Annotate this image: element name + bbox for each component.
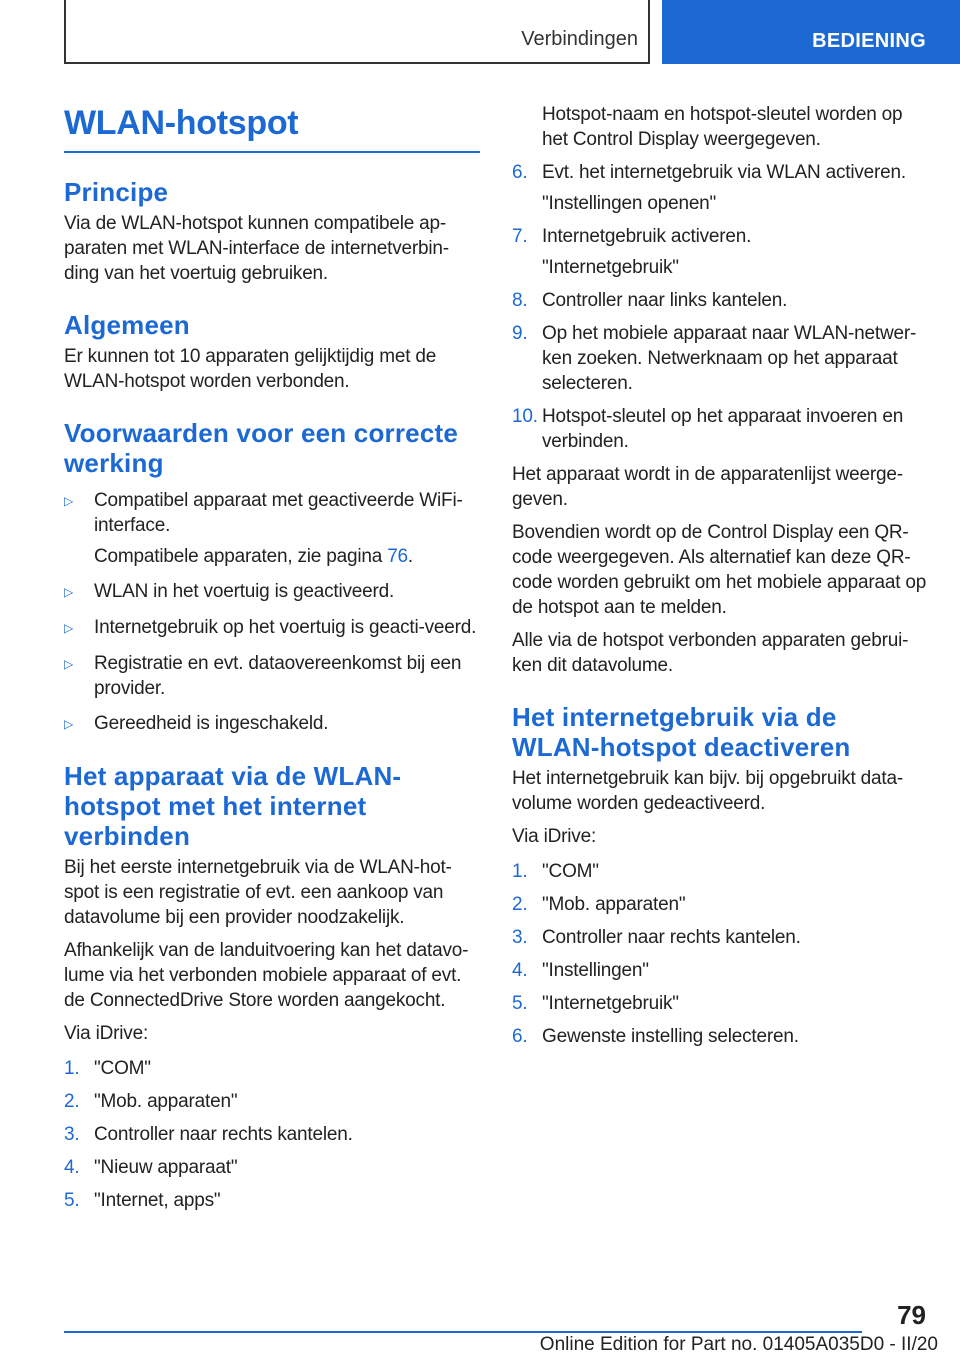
step-item: [64, 1122, 480, 1147]
step-number: 9.: [512, 323, 528, 344]
step-item: [512, 404, 928, 454]
step-item: [512, 288, 928, 313]
step-number: 6.: [512, 162, 528, 183]
step-item: [512, 958, 928, 983]
page-number: 79: [897, 1300, 926, 1330]
right-text-3: Alle via de hotspot verbonden apparaten gebrui-ken dit datavolume.: [512, 630, 909, 676]
footer-edition: Online Edition for Part no. 01405A035D0 - II/20: [539, 1334, 938, 1355]
heading-algemeen: Algemeen: [64, 310, 190, 340]
header-bottom-rule: [64, 62, 650, 64]
step-item: [512, 991, 928, 1016]
step-text: "Instellingen": [542, 960, 649, 981]
step-text: "COM": [542, 861, 599, 882]
triangle-bullet-icon: ▷: [64, 621, 74, 635]
step-item: [64, 1155, 480, 1180]
via-idrive-label: Via iDrive:: [64, 1023, 149, 1044]
step-text: "Internetgebruik": [542, 993, 679, 1014]
step-number: 5.: [64, 1190, 80, 1211]
step-number: 5.: [512, 993, 528, 1014]
footer-rule: [64, 1331, 862, 1333]
step-item: [512, 892, 928, 917]
algemeen-text: Er kunnen tot 10 apparaten gelijktijdig met de WLAN-hotspot worden verbonden.: [64, 346, 437, 392]
list-item-text: Compatibel apparaat met geactiveerde WiFi-interface.: [94, 490, 463, 536]
step5-note: Hotspot-naam en hotspot-sleutel worden op het Control Display weergegeven.: [542, 104, 903, 150]
step-number: 1.: [64, 1058, 80, 1079]
step-number: 10.: [512, 406, 538, 427]
right-column: [512, 104, 928, 1057]
verbinden-text-1: Bij het eerste internetgebruik via de WLAN-hot-spot is een registratie of evt. een aankoop van datavolume bij een provider noodzakelijk.: [64, 857, 452, 928]
list-item-text: Gereedheid is ingeschakeld.: [94, 713, 329, 734]
heading-voorwaarden: Voorwaarden voor een correcte werking: [64, 418, 459, 478]
left-column: [64, 100, 480, 1221]
step-number: 2.: [64, 1091, 80, 1112]
via-idrive-label: Via iDrive:: [512, 826, 597, 847]
step-item: [512, 224, 928, 249]
step-text: Controller naar links kantelen.: [542, 290, 788, 311]
step-text: "Mob. apparaten": [542, 894, 686, 915]
step-item: [512, 925, 928, 950]
step-number: 8.: [512, 290, 528, 311]
step-sub-text: "Instellingen openen": [542, 193, 717, 214]
step-item: [64, 1188, 480, 1213]
step-text: Controller naar rechts kantelen.: [542, 927, 801, 948]
list-item: [64, 615, 480, 641]
page-link[interactable]: 76: [387, 546, 408, 567]
step-number: 6.: [512, 1026, 528, 1047]
step-number: 3.: [512, 927, 528, 948]
triangle-bullet-icon: ▷: [64, 717, 74, 731]
step-item: [512, 321, 928, 396]
step-item: [512, 160, 928, 185]
list-item: [64, 711, 480, 737]
step-number: 2.: [512, 894, 528, 915]
step-text: Hotspot-sleutel op het apparaat invoeren en verbinden.: [542, 406, 904, 452]
heading-principe: Principe: [64, 177, 169, 207]
step-text: Internetgebruik activeren.: [542, 226, 752, 247]
step-number: 3.: [64, 1124, 80, 1145]
triangle-bullet-icon: ▷: [64, 585, 74, 599]
list-item-text: Registratie en evt. dataovereenkomst bij een provider.: [94, 653, 462, 699]
step-text: Evt. het internetgebruik via WLAN activeren.: [542, 162, 906, 183]
step-text: "Nieuw apparaat": [94, 1157, 238, 1178]
step-text: Gewenste instelling selecteren.: [542, 1026, 799, 1047]
step-number: 4.: [64, 1157, 80, 1178]
page-title: WLAN-hotspot: [64, 104, 480, 153]
step-sub-text: "Internetgebruik": [542, 257, 679, 278]
step-item: [512, 859, 928, 884]
heading-verbinden: Het apparaat via de WLAN-hotspot met het internet verbinden: [64, 761, 402, 851]
header-left-rule: [64, 0, 66, 64]
list-item: [64, 651, 480, 701]
header-chapter-tab[interactable]: [662, 0, 960, 64]
principe-text: Via de WLAN-hotspot kunnen compatibele ap-paraten met WLAN-interface de internetverbin-ding van het voertuig gebruiken.: [64, 213, 449, 284]
header-chapter-label: BEDIENING: [812, 30, 926, 52]
triangle-bullet-icon: ▷: [64, 494, 74, 508]
compatibility-note: Compatibele apparaten, zie pagina 76.: [94, 546, 414, 567]
step-text: Op het mobiele apparaat naar WLAN-netwer-ken zoeken. Netwerknaam op het apparaat selecteren.: [542, 323, 917, 394]
step-text: "Mob. apparaten": [94, 1091, 238, 1112]
list-item: [64, 488, 480, 538]
verbinden-text-2: Afhankelijk van de landuitvoering kan het datavo-lume via het verbonden mobiele apparaat of evt. de ConnectedDrive Store worden aangekocht.: [64, 940, 469, 1011]
step-text: "COM": [94, 1058, 151, 1079]
step-item: [64, 1089, 480, 1114]
step-number: 1.: [512, 861, 528, 882]
triangle-bullet-icon: ▷: [64, 657, 74, 671]
step-item: [512, 1024, 928, 1049]
right-text-1: Het apparaat wordt in de apparatenlijst weerge-geven.: [512, 464, 903, 510]
list-item-text: Internetgebruik op het voertuig is geacti-veerd.: [94, 617, 477, 638]
heading-deactiveren: Het internetgebruik via de WLAN-hotspot deactiveren: [512, 702, 851, 762]
step-item: [64, 1056, 480, 1081]
right-text-2: Bovendien wordt op de Control Display een QR-code weergegeven. Als alternatief kan deze QR-code worden gebruikt om het mobiele apparaat op de hotspot aan te melden.: [512, 522, 927, 618]
list-item: [64, 579, 480, 605]
step-text: Controller naar rechts kantelen.: [94, 1124, 353, 1145]
list-item-text: WLAN in het voertuig is geactiveerd.: [94, 581, 395, 602]
step-number: 4.: [512, 960, 528, 981]
header-section-label: Verbindingen: [521, 28, 638, 50]
deactiveren-text: Het internetgebruik kan bijv. bij opgebruikt data-volume worden gedeactiveerd.: [512, 768, 903, 814]
header-right-rule: [648, 0, 650, 64]
step-number: 7.: [512, 226, 528, 247]
step-text: "Internet, apps": [94, 1190, 221, 1211]
